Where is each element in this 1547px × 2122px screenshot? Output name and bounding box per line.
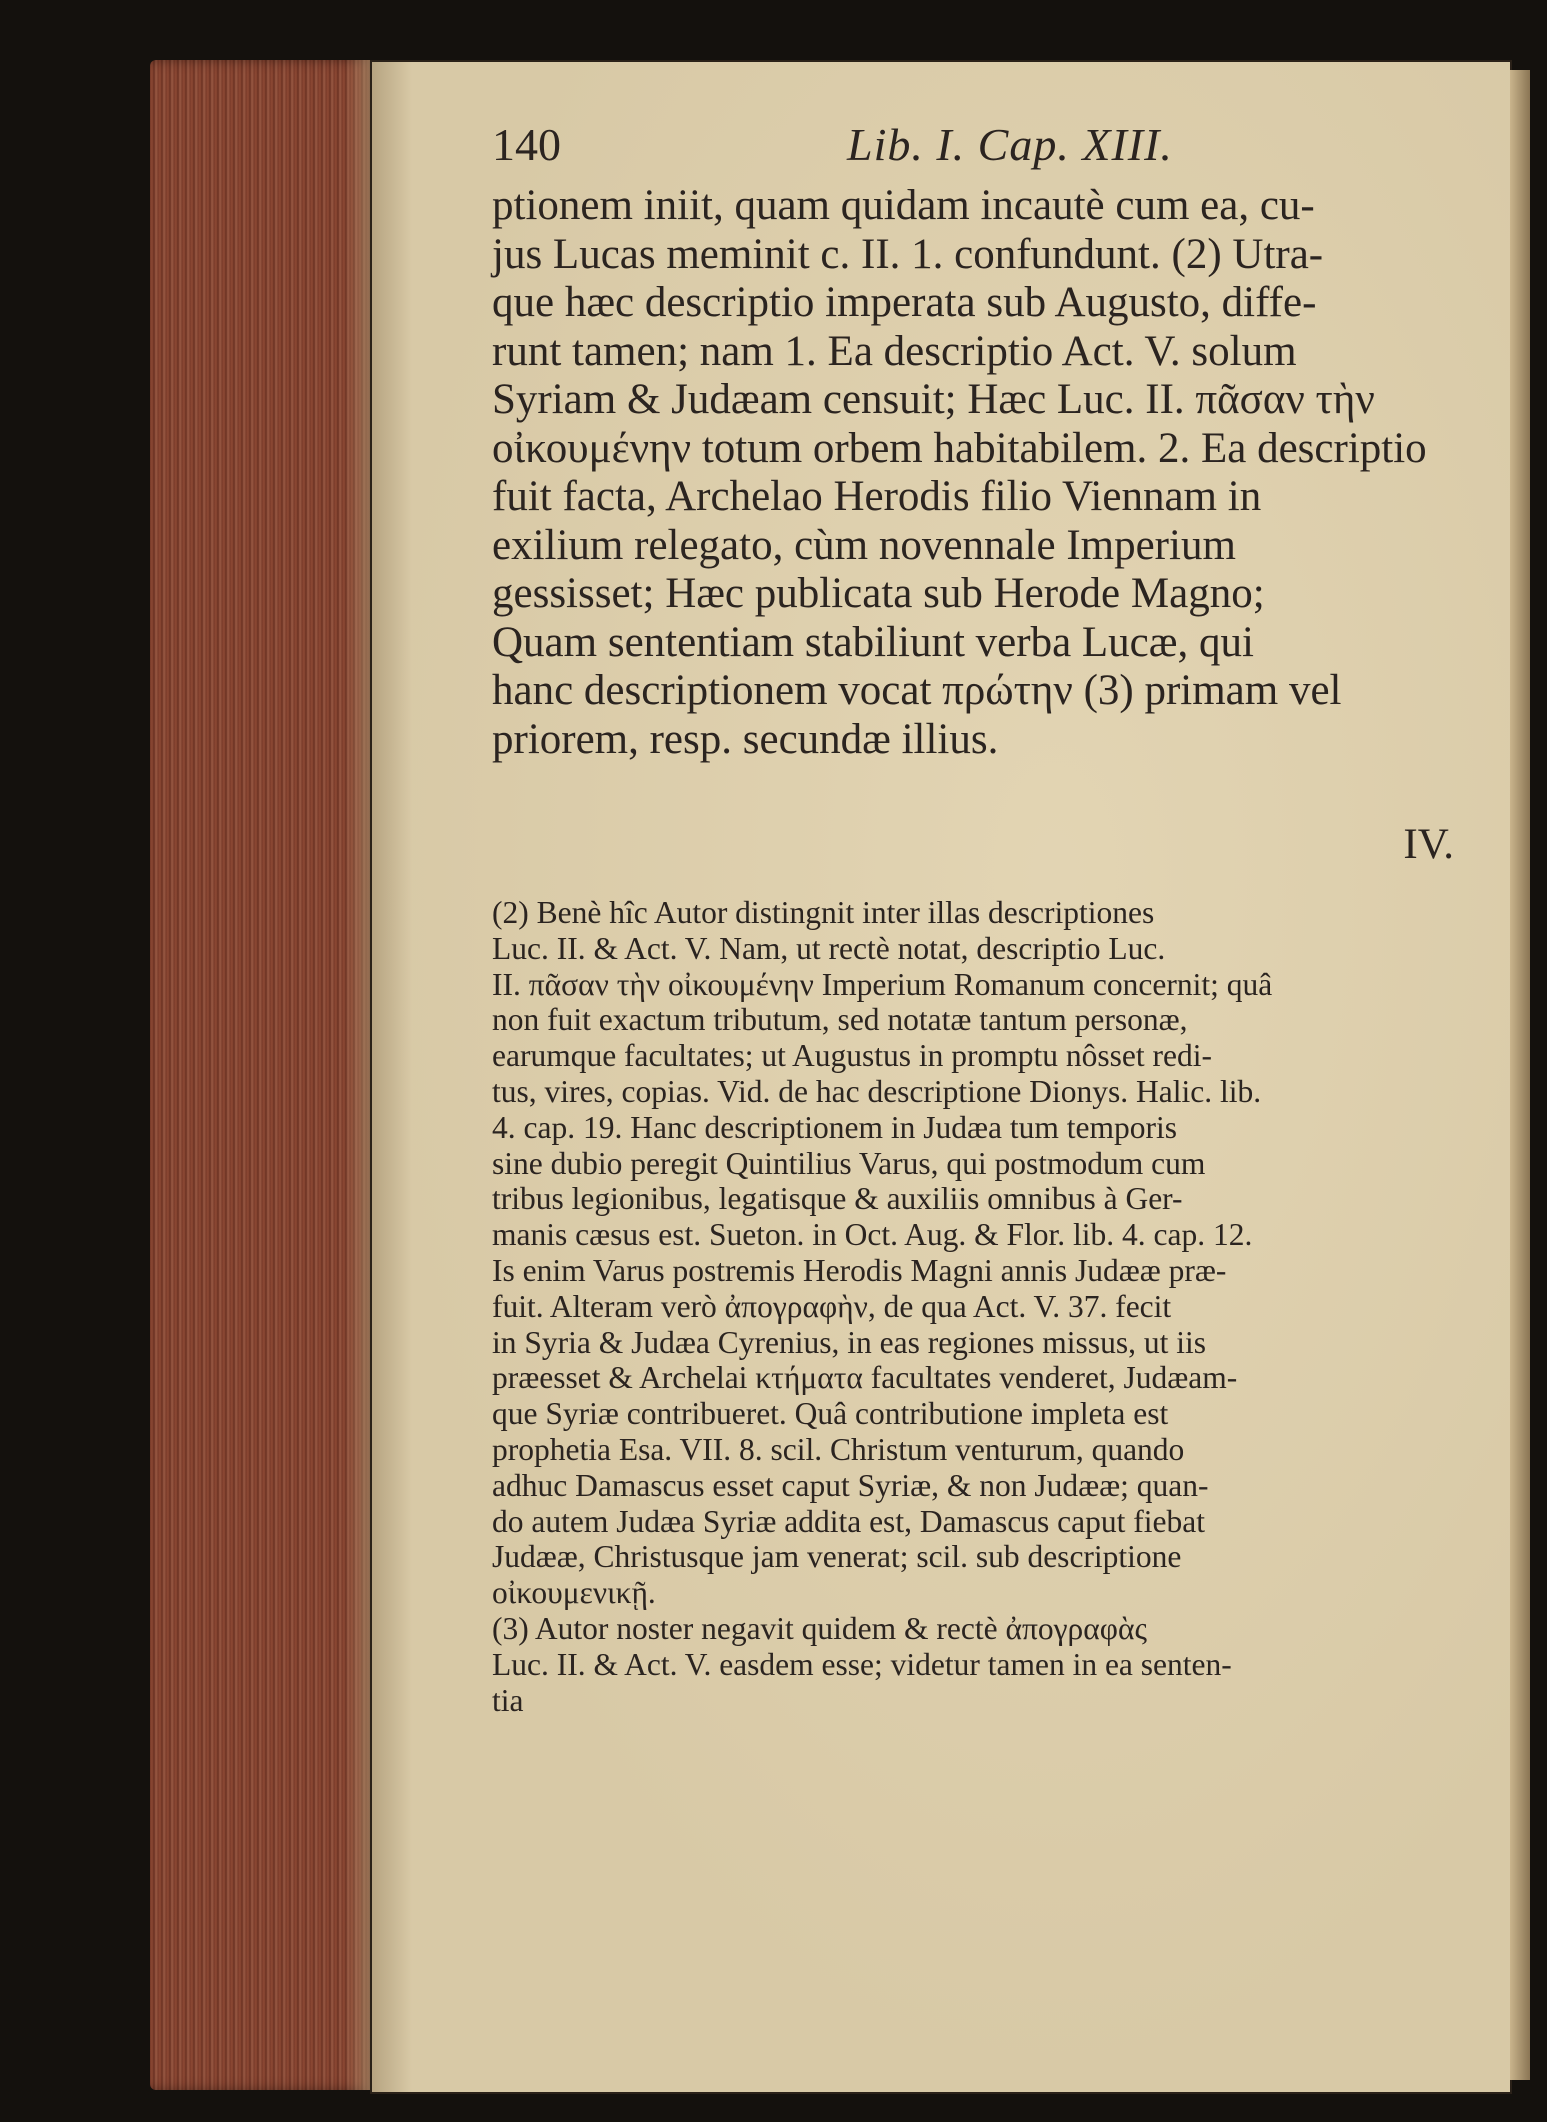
footnote-line: præesset & Archelai κτήματα facultates venderet, Judæam-	[492, 1360, 1238, 1396]
footnote-line: II. πᾶσαν τὴν οἰκουμένην Imperium Romanum concernit; quâ	[492, 966, 1273, 1002]
footnote-line: Luc. II. & Act. V. easdem esse; videtur tamen in ea senten-	[492, 1646, 1232, 1682]
footnote-line: Judææ, Christusque jam venerat; scil. sub descriptione	[492, 1539, 1182, 1575]
text-line: jus Lucas meminit c. II. 1. confundunt. (2) Utra-	[492, 230, 1324, 278]
catchword: IV.	[1403, 821, 1454, 868]
footnote-line: (3) Autor noster negavit quidem & rectè ἀπογραφὰς	[492, 1610, 1147, 1646]
page-number: 140	[492, 119, 561, 170]
footnote-line: Is enim Varus postremis Herodis Magni annis Judææ præ-	[492, 1252, 1227, 1288]
main-text-block	[492, 182, 1458, 764]
footnote-line: οἰκουμενικῇ.	[492, 1575, 656, 1611]
footnote-line: que Syriæ contribueret. Quâ contributione impleta est	[492, 1396, 1169, 1432]
footnote-line: tribus legionibus, legatisque & auxiliis omnibus à Ger-	[492, 1181, 1183, 1217]
footnote-line: non fuit exactum tributum, sed notatæ tantum personæ,	[492, 1002, 1188, 1038]
footnote-line: manis cæsus est. Sueton. in Oct. Aug. & Flor. lib. 4. cap. 12.	[492, 1217, 1253, 1253]
text-line: runt tamen; nam 1. Ea descriptio Act. V. solum	[492, 327, 1297, 375]
footnote-line: sine dubio peregit Quintilius Varus, qui postmodum cum	[492, 1145, 1206, 1181]
footnote-line: tia	[492, 1682, 524, 1718]
footnote-line: (2) Benè hîc Autor distingnit inter illas descriptiones	[492, 895, 1155, 930]
running-title: Lib. I. Cap. XIII.	[847, 119, 1173, 170]
text-line: Quam sententiam stabiliunt verba Lucæ, qui	[492, 618, 1254, 666]
footnote-line: adhuc Damascus esset caput Syriæ, & non Judææ; quan-	[492, 1467, 1209, 1503]
text-line: priorem, resp. secundæ illius.	[492, 715, 999, 763]
text-line: οἰκουμένην totum orbem habitabilem. 2. Ea descriptio	[492, 424, 1427, 472]
book-fore-edge	[150, 60, 375, 2090]
footnote-line: fuit. Alteram verò ἀπογραφὴν, de qua Act. V. 37. fecit	[492, 1288, 1172, 1324]
footnote-line: earumque facultates; ut Augustus in promptu nôsset redi-	[492, 1038, 1212, 1074]
footnote-line: in Syria & Judæa Cyrenius, in eas regiones missus, ut iis	[492, 1324, 1206, 1360]
text-line: gessisset; Hæc publicata sub Herode Magno;	[492, 570, 1265, 617]
page-gutter	[1510, 70, 1530, 2080]
text-line: que hæc descriptio imperata sub Augusto, diffe-	[492, 279, 1317, 326]
footnote-line: Luc. II. & Act. V. Nam, ut rectè notat, descriptio Luc.	[492, 930, 1166, 966]
footnote-line: prophetia Esa. VII. 8. scil. Christum venturum, quando	[492, 1431, 1185, 1467]
running-header	[492, 118, 1458, 178]
text-line: exilium relegato, cùm novennale Imperium	[492, 521, 1236, 569]
text-line: ptionem iniit, quam quidam incautè cum ea, cu-	[492, 182, 1315, 229]
text-line: Syriam & Judæam censuit; Hæc Luc. II. πᾶσαν τὴν	[492, 376, 1375, 423]
footnote-line: 4. cap. 19. Hanc descriptionem in Judæa tum temporis	[492, 1109, 1177, 1145]
text-line: fuit facta, Archelao Herodis filio Viennam in	[492, 473, 1262, 520]
footnote-line: tus, vires, copias. Vid. de hac descriptione Dionys. Halic. lib.	[492, 1073, 1262, 1109]
footnote-line: do autem Judæa Syriæ addita est, Damascus caput fiebat	[492, 1503, 1205, 1539]
footnotes-block	[492, 895, 1458, 1718]
text-line: hanc descriptionem vocat πρώτην (3) primam vel	[492, 667, 1342, 714]
